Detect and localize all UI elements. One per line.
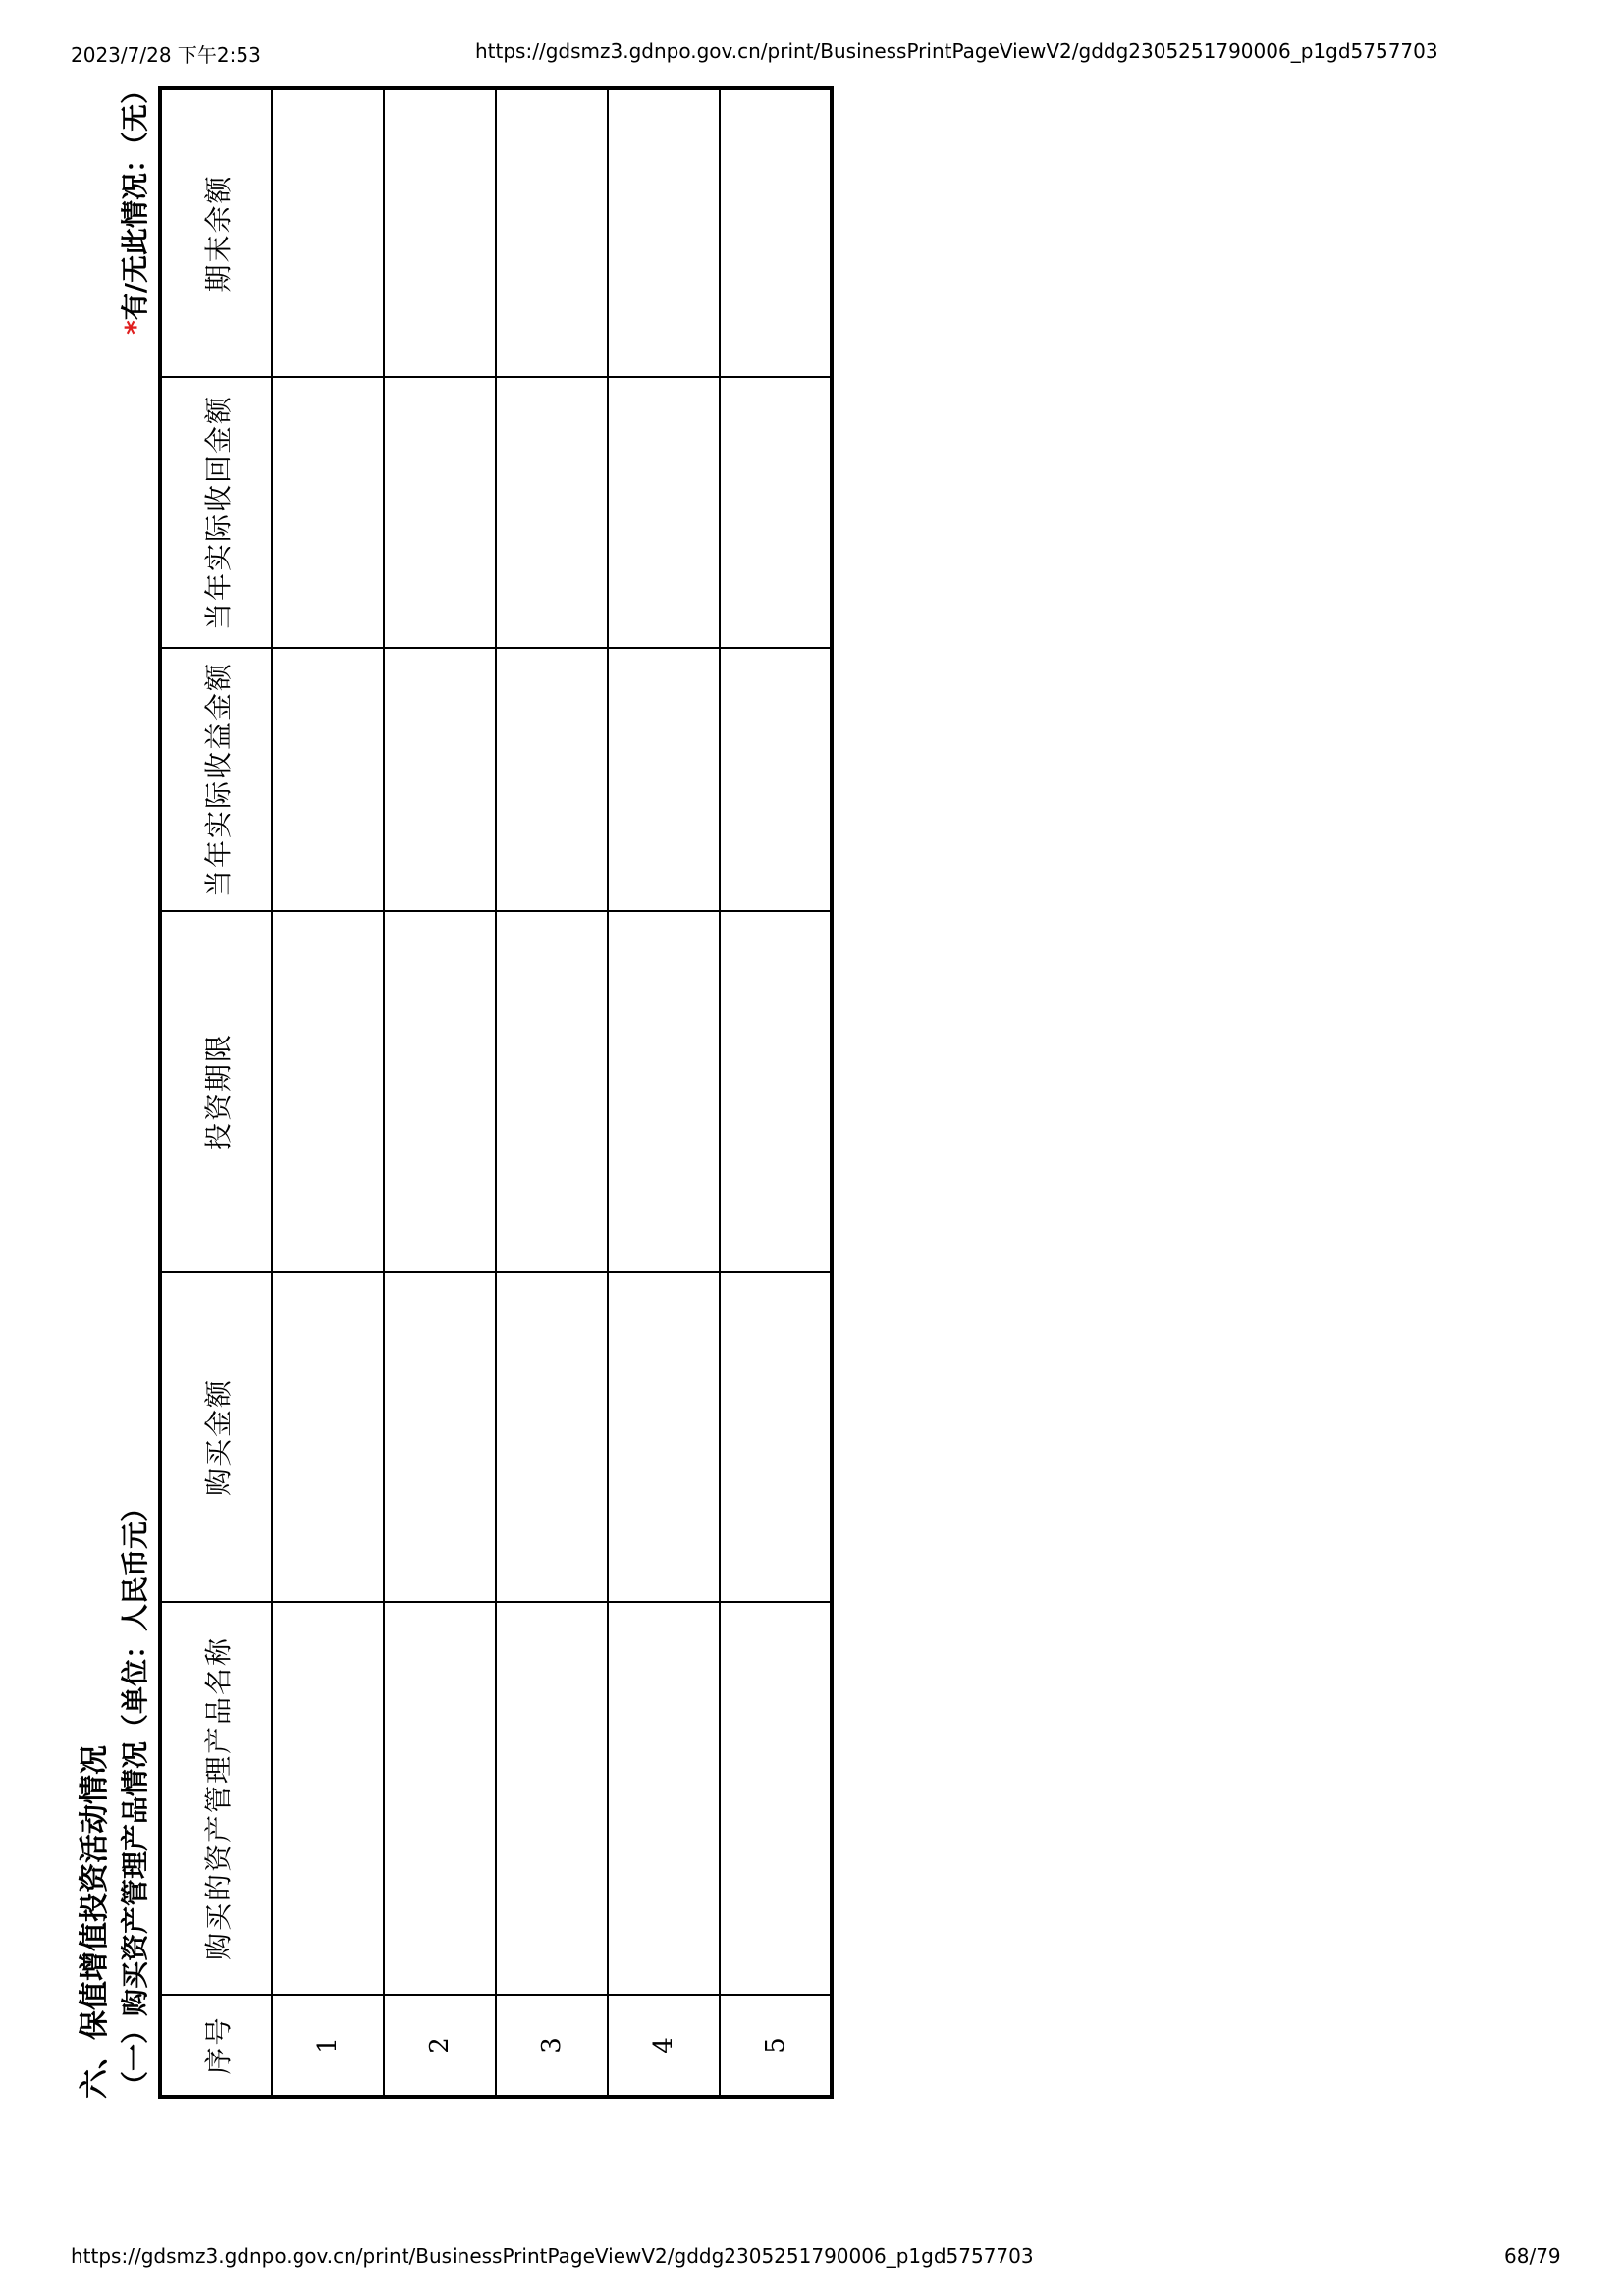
table-cell [720,911,832,1272]
table-cell [608,648,720,911]
print-url: https://gdsmz3.gdnpo.gov.cn/print/BusinessPrintPageViewV2/gddg2305251790006_p1gd5757703 [475,39,1438,63]
footer-url: https://gdsmz3.gdnpo.gov.cn/print/BusinessPrintPageViewV2/gddg2305251790006_p1gd5757703 [71,2244,1034,2268]
required-mark: * [119,320,151,335]
table-cell [272,377,384,648]
table-cell [272,1272,384,1602]
table-cell [608,1272,720,1602]
table-cell [720,1602,832,1995]
table-header-row [160,88,272,2097]
table-cell [384,1602,496,1995]
table-cell [384,1272,496,1602]
table-cell [272,1602,384,1995]
table-cell [272,88,384,377]
row-index: 2 [384,1995,496,2097]
row-index: 5 [720,1995,832,2097]
table-row [272,88,384,2097]
table-row [608,88,720,2097]
rotated-content [79,77,835,2099]
table-row [496,88,608,2097]
table-cell [384,88,496,377]
column-header-actual-income: 当年实际收益金额 [160,648,272,911]
has-none-label: 有/无此情况：（无） [119,77,151,321]
column-header-ending-balance: 期末余额 [160,88,272,377]
has-none-indicator [119,77,151,335]
row-index: 4 [608,1995,720,2097]
print-date: 2023/7/28 下午2:53 [71,43,261,67]
table-cell [608,1602,720,1995]
row-index: 1 [272,1995,384,2097]
table-row [720,88,832,2097]
table-cell [496,648,608,911]
table-cell [384,911,496,1272]
table-cell [496,88,608,377]
table-row [384,88,496,2097]
column-header-product-name: 购买的资产管理产品名称 [160,1602,272,1995]
table-cell [384,648,496,911]
table-cell [496,377,608,648]
table-cell [608,911,720,1272]
column-header-index: 序号 [160,1995,272,2097]
table-cell [608,88,720,377]
asset-products-table [158,86,834,2099]
table-cell [720,648,832,911]
section-subtitle: （一）购买资产管理产品情况（单位：人民币元） [119,1493,151,2099]
table-cell [496,1272,608,1602]
page-number: 68/79 [1504,2244,1561,2268]
row-index: 3 [496,1995,608,2097]
table-cell [272,911,384,1272]
column-header-actual-recovered: 当年实际收回金额 [160,377,272,648]
table-cell [720,1272,832,1602]
table-cell [608,377,720,648]
table-cell [720,377,832,648]
table-cell [496,1602,608,1995]
table-cell [496,911,608,1272]
section-title: 六、保值增值投资活动情况 [78,1745,112,2099]
column-header-investment-term: 投资期限 [160,911,272,1272]
table-cell [720,88,832,377]
table-cell [272,648,384,911]
column-header-purchase-amount: 购买金额 [160,1272,272,1602]
table-cell [384,377,496,648]
